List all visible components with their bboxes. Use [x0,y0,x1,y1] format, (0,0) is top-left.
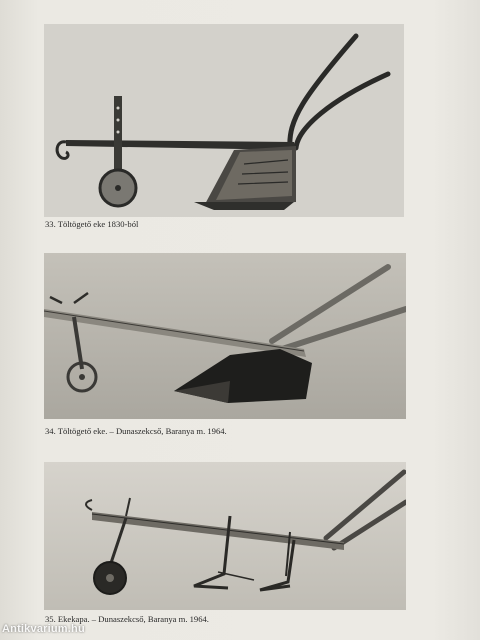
figure-35-photo [44,462,406,610]
figure-33-caption: 33. Töltögető eke 1830-ból [45,219,139,229]
figure-33-engraving [44,24,404,217]
antikvarium-watermark: Antikvarium.hu [2,623,85,635]
figure-34-photo [44,253,406,419]
horse-hoe-photo [44,462,406,610]
figure-34-caption: 34. Töltögető eke. – Dunaszekcső, Baranya m. 1964. [45,426,227,436]
ridging-plough-photo [44,253,406,419]
ridging-plough-drawing [44,24,404,217]
figure-35-caption: 35. Ekekapa. – Dunaszekcső, Baranya m. 1964. [45,614,209,624]
